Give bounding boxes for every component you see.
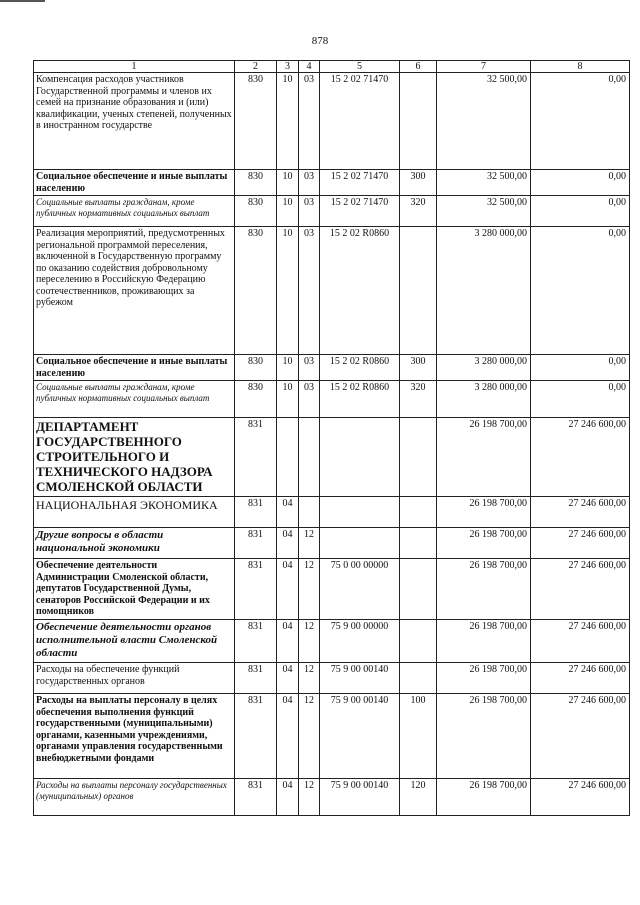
row-sum2-cell: 0,00	[531, 196, 630, 227]
row-pr-cell: 12	[299, 779, 320, 816]
row-rz-cell: 10	[277, 355, 299, 381]
row-sum1-cell: 26 198 700,00	[437, 418, 531, 497]
row-name-cell: Социальное обеспечение и иные выплаты населению	[34, 170, 235, 196]
row-gr-cell: 831	[235, 528, 277, 559]
row-sum2-cell: 27 246 600,00	[531, 559, 630, 620]
row-pr-cell: 12	[299, 694, 320, 779]
header-cell: 7	[437, 61, 531, 73]
row-vr-cell: 300	[400, 355, 437, 381]
row-sum1-cell: 26 198 700,00	[437, 620, 531, 663]
row-rz-cell: 04	[277, 559, 299, 620]
table-row	[34, 779, 630, 816]
row-sum1-cell: 32 500,00	[437, 73, 531, 170]
row-sum1-cell: 3 280 000,00	[437, 381, 531, 418]
row-rz-cell: 04	[277, 779, 299, 816]
row-sum1-cell: 26 198 700,00	[437, 559, 531, 620]
table-row	[34, 528, 630, 559]
table-row	[34, 227, 630, 355]
header-cell: 8	[531, 61, 630, 73]
table-row	[34, 620, 630, 663]
row-gr-cell: 831	[235, 418, 277, 497]
row-gr-cell: 831	[235, 694, 277, 779]
row-csr-cell: 75 9 00 00000	[320, 620, 400, 663]
row-csr-cell: 75 9 00 00140	[320, 663, 400, 694]
row-csr-cell: 75 0 00 00000	[320, 559, 400, 620]
row-pr-cell: 12	[299, 663, 320, 694]
row-sum1-cell: 26 198 700,00	[437, 497, 531, 528]
row-sum2-cell: 27 246 600,00	[531, 694, 630, 779]
row-pr-cell: 03	[299, 170, 320, 196]
table-header-row	[34, 61, 630, 73]
row-pr-cell: 03	[299, 227, 320, 355]
row-vr-cell	[400, 73, 437, 170]
row-pr-cell: 12	[299, 528, 320, 559]
row-name-cell: Социальное обеспечение и иные выплаты населению	[34, 355, 235, 381]
row-sum2-cell: 27 246 600,00	[531, 779, 630, 816]
row-sum1-cell: 32 500,00	[437, 170, 531, 196]
table-row	[34, 170, 630, 196]
row-name-cell: Социальные выплаты гражданам, кроме публичных нормативных социальных выплат	[34, 196, 235, 227]
row-vr-cell: 100	[400, 694, 437, 779]
budget-table	[33, 60, 630, 816]
row-gr-cell: 831	[235, 779, 277, 816]
row-sum2-cell: 27 246 600,00	[531, 663, 630, 694]
table-row	[34, 497, 630, 528]
row-gr-cell: 831	[235, 620, 277, 663]
row-csr-cell	[320, 497, 400, 528]
row-vr-cell	[400, 528, 437, 559]
row-csr-cell	[320, 418, 400, 497]
row-gr-cell: 831	[235, 559, 277, 620]
row-vr-cell: 320	[400, 381, 437, 418]
row-csr-cell: 15 2 02 71470	[320, 170, 400, 196]
row-sum2-cell: 0,00	[531, 227, 630, 355]
row-csr-cell: 15 2 02 71470	[320, 73, 400, 170]
row-gr-cell: 830	[235, 355, 277, 381]
row-name-cell: Расходы на выплаты персоналу государственных (муниципальных) органов	[34, 779, 235, 816]
row-name-cell: Расходы на обеспечение функций государственных органов	[34, 663, 235, 694]
row-name-cell: НАЦИОНАЛЬНАЯ ЭКОНОМИКА	[34, 497, 235, 528]
row-csr-cell: 75 9 00 00140	[320, 779, 400, 816]
header-cell: 6	[400, 61, 437, 73]
row-pr-cell: 03	[299, 381, 320, 418]
row-sum2-cell: 27 246 600,00	[531, 497, 630, 528]
row-vr-cell: 300	[400, 170, 437, 196]
table-row	[34, 73, 630, 170]
row-pr-cell: 12	[299, 620, 320, 663]
header-cell: 5	[320, 61, 400, 73]
row-sum2-cell: 0,00	[531, 170, 630, 196]
table-row	[34, 381, 630, 418]
row-sum2-cell: 0,00	[531, 381, 630, 418]
row-sum1-cell: 26 198 700,00	[437, 528, 531, 559]
row-vr-cell	[400, 663, 437, 694]
row-gr-cell: 830	[235, 170, 277, 196]
row-gr-cell: 830	[235, 73, 277, 170]
row-sum1-cell: 32 500,00	[437, 196, 531, 227]
row-name-cell: Компенсация расходов участников Государственной программы и членов их семей на признание образования и (или) квалификации, ученых степеней, полученных в иностранном государстве	[34, 73, 235, 170]
row-csr-cell: 15 2 02 R0860	[320, 227, 400, 355]
row-vr-cell	[400, 497, 437, 528]
row-sum2-cell: 27 246 600,00	[531, 620, 630, 663]
row-rz-cell: 10	[277, 381, 299, 418]
row-sum2-cell: 0,00	[531, 73, 630, 170]
row-rz-cell: 04	[277, 528, 299, 559]
row-csr-cell: 15 2 02 71470	[320, 196, 400, 227]
row-name-cell: Обеспечение деятельности органов исполнительной власти Смоленской области	[34, 620, 235, 663]
row-rz-cell: 04	[277, 694, 299, 779]
row-csr-cell	[320, 528, 400, 559]
row-vr-cell	[400, 418, 437, 497]
scan-corner-mark	[0, 0, 45, 2]
row-name-cell: ДЕПАРТАМЕНТ ГОСУДАРСТВЕННОГО СТРОИТЕЛЬНОГО И ТЕХНИЧЕСКОГО НАДЗОРА СМОЛЕНСКОЙ ОБЛАСТИ	[34, 418, 235, 497]
row-vr-cell	[400, 559, 437, 620]
row-pr-cell: 03	[299, 355, 320, 381]
row-sum1-cell: 3 280 000,00	[437, 227, 531, 355]
row-rz-cell: 10	[277, 227, 299, 355]
table-row	[34, 559, 630, 620]
row-name-cell: Социальные выплаты гражданам, кроме публичных нормативных социальных выплат	[34, 381, 235, 418]
table-row	[34, 196, 630, 227]
row-sum1-cell: 3 280 000,00	[437, 355, 531, 381]
table-row	[34, 418, 630, 497]
table-row	[34, 663, 630, 694]
row-vr-cell: 320	[400, 196, 437, 227]
table-row	[34, 694, 630, 779]
header-cell: 3	[277, 61, 299, 73]
row-sum1-cell: 26 198 700,00	[437, 694, 531, 779]
row-csr-cell: 15 2 02 R0860	[320, 355, 400, 381]
row-name-cell: Расходы на выплаты персоналу в целях обеспечения выполнения функций государственными (муниципальными) органами, казенными учреждениями, органами управления государственными внебюджетными фондами	[34, 694, 235, 779]
row-rz-cell: 10	[277, 73, 299, 170]
row-rz-cell	[277, 418, 299, 497]
row-csr-cell: 75 9 00 00140	[320, 694, 400, 779]
row-rz-cell: 04	[277, 663, 299, 694]
row-csr-cell: 15 2 02 R0860	[320, 381, 400, 418]
row-rz-cell: 10	[277, 196, 299, 227]
row-sum2-cell: 27 246 600,00	[531, 528, 630, 559]
row-gr-cell: 830	[235, 196, 277, 227]
row-pr-cell: 03	[299, 196, 320, 227]
header-cell: 1	[34, 61, 235, 73]
row-vr-cell	[400, 620, 437, 663]
row-pr-cell	[299, 418, 320, 497]
row-vr-cell	[400, 227, 437, 355]
row-gr-cell: 831	[235, 663, 277, 694]
row-rz-cell: 04	[277, 620, 299, 663]
table-row	[34, 355, 630, 381]
row-gr-cell: 831	[235, 497, 277, 528]
row-pr-cell	[299, 497, 320, 528]
row-name-cell: Реализация мероприятий, предусмотренных региональной программой переселения, включенной в Государственную программу по оказанию содействия добровольному переселению в Российскую Федерацию соотечественников, проживающих за рубежом	[34, 227, 235, 355]
row-rz-cell: 10	[277, 170, 299, 196]
row-pr-cell: 03	[299, 73, 320, 170]
row-gr-cell: 830	[235, 227, 277, 355]
header-cell: 2	[235, 61, 277, 73]
row-name-cell: Другие вопросы в области национальной экономики	[34, 528, 235, 559]
row-name-cell: Обеспечение деятельности Администрации Смоленской области, депутатов Государственной Думы, сенаторов Российской Федерации и их помощников	[34, 559, 235, 620]
row-sum2-cell: 0,00	[531, 355, 630, 381]
row-sum1-cell: 26 198 700,00	[437, 779, 531, 816]
row-vr-cell: 120	[400, 779, 437, 816]
row-sum1-cell: 26 198 700,00	[437, 663, 531, 694]
row-sum2-cell: 27 246 600,00	[531, 418, 630, 497]
row-rz-cell: 04	[277, 497, 299, 528]
page-number: 878	[311, 35, 329, 47]
header-cell: 4	[299, 61, 320, 73]
row-pr-cell: 12	[299, 559, 320, 620]
row-gr-cell: 830	[235, 381, 277, 418]
